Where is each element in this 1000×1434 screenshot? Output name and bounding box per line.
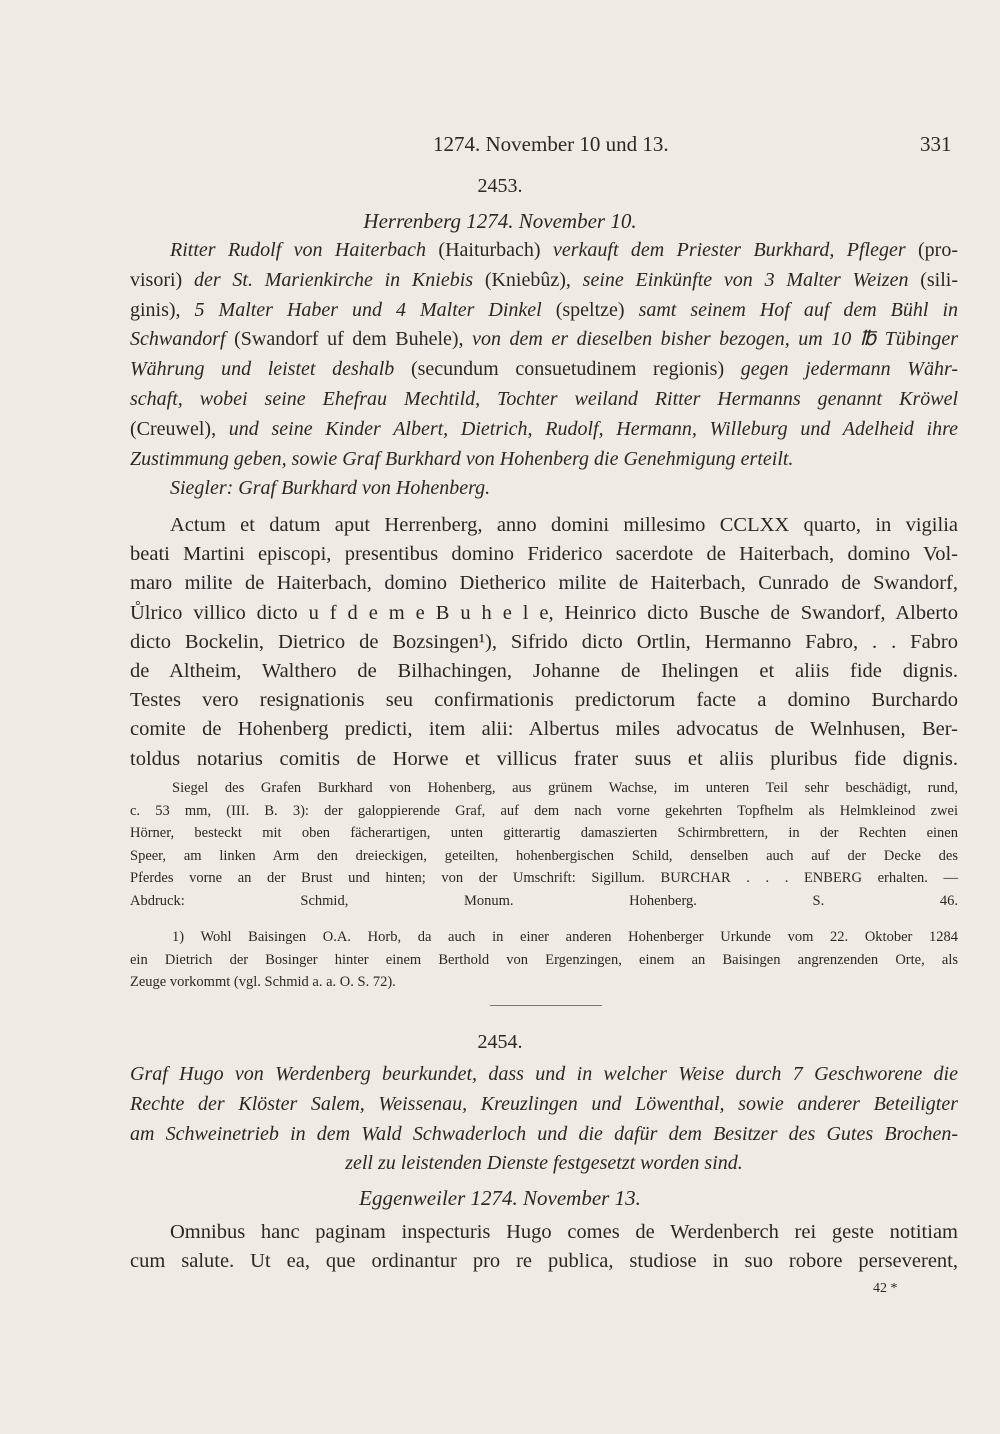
footnote-line: Zeuge vorkommt (vgl. Schmid a. a. O. S. 72). — [130, 974, 396, 990]
text-line: Ůlrico villico dicto u f d e m e B u h e l e, Heinrico dicto Busche de Swandorf, Alberto — [130, 601, 958, 624]
text-line: comite de Hohenberg predicti, item alii: Albertus miles advocatus de Welnhusen, Ber- — [130, 718, 958, 741]
note-line: Abdruck: Schmid, Monum. Hohenberg. S. 46. — [130, 892, 958, 909]
note-line: Hörner, besteckt mit oben fächerartigen, unten gitterartig damaszierten Schirmbrettern, in der Rechten einen — [130, 825, 958, 841]
regest-line: Rechte der Klöster Salem, Weissenau, Kreuzlingen und Löwenthal, sowie anderer Beteiligter — [130, 1092, 958, 1115]
seal-note — [130, 777, 958, 912]
footnote — [130, 926, 958, 994]
footnote-line: ein Dietrich der Bosinger hinter einem Berthold von Ergenzingen, einem an Baisingen angrenzenden Orte, als — [130, 951, 958, 968]
document-number: 2453. — [477, 175, 523, 197]
page-number: 331 — [920, 132, 952, 156]
section-divider — [490, 1005, 602, 1006]
regest-line: zell zu leistenden Dienste festgesetzt worden sind. — [345, 1152, 743, 1175]
note-line: Siegel des Grafen Burkhard von Hohenberg, aus grünem Wachse, im unteren Teil sehr beschädigt, rund, — [172, 780, 958, 796]
text-line: toldus notarius comitis de Horwe et villicus frater suus et aliis pluribus fide dignis. — [130, 747, 958, 770]
regest-line: Zustimmung geben, sowie Graf Burkhard von Hohenberg die Genehmigung erteilt. — [130, 447, 794, 470]
latin-text — [130, 1218, 958, 1276]
regest-line: Ritter Rudolf von Haiterbach (Haiturbach) verkauft dem Priester Burkhard, Pfleger (pro- — [170, 239, 958, 261]
text-line: dicto Bockelin, Dietrico de Bozsingen¹), Sifrido dicto Ortlin, Hermanno Fabro, . . Fabro — [130, 630, 958, 653]
regest-line: schaft, wobei seine Ehefrau Mechtild, Tochter weiland Ritter Hermanns genannt Kröwel — [130, 387, 958, 410]
document-dateline: Eggenweiler 1274. November 13. — [359, 1186, 641, 1210]
regest — [130, 236, 958, 504]
note-line: Speer, am linken Arm den dreieckigen, geteilten, hohenbergischen Schild, denselben auch auf der Decke des — [130, 847, 958, 864]
regest-line: ginis), 5 Malter Haber und 4 Malter Dinkel (speltze) samt seinem Hof auf dem Bühl in — [130, 298, 958, 321]
regest-line: Schwandorf (Swandorf uf dem Buhele), von dem er dieselben bisher bezogen, um 10 ℔ Tübinger — [130, 328, 959, 351]
regest-line: am Schweinetrieb in dem Wald Schwaderloch und die dafür dem Besitzer des Gutes Brochen- — [130, 1122, 958, 1145]
signature-mark: 42 * — [873, 1281, 898, 1296]
sealer-line: Siegler: Graf Burkhard von Hohenberg. — [170, 477, 491, 500]
text-line: de Altheim, Walthero de Bilhachingen, Johanne de Ihelingen et aliis fide dignis. — [130, 660, 958, 683]
text-line: beati Martini episcopi, presentibus domino Friderico sacerdote de Haiterbach, domino Vol- — [130, 543, 958, 566]
regest-line: visori) der St. Marienkirche in Kniebis (Kniebûz), seine Einkünfte von 3 Malter Weizen (sili- — [130, 268, 958, 291]
note-line: c. 53 mm, (III. B. 3): der galoppierende Graf, auf dem nach vorne gekehrten Topfhelm als Helmkleinod zwei — [130, 802, 958, 819]
text-line: cum salute. Ut ea, que ordinantur pro re publica, studiose in suo robore perseverent, — [130, 1250, 958, 1273]
regest-line: Graf Hugo von Werdenberg beurkundet, dass und in welcher Weise durch 7 Geschworene die — [130, 1063, 958, 1085]
document-number: 2454. — [477, 1031, 523, 1053]
regest — [130, 1060, 958, 1179]
running-header: 1274. November 10 und 13. — [433, 132, 669, 156]
text-line: Testes vero resignationis seu confirmationis predictorum facte a domino Burchardo — [130, 689, 958, 712]
regest-line: Währung und leistet deshalb (secundum consuetudinem regionis) gegen jedermann Währ- — [130, 358, 958, 381]
footnote-line: 1) Wohl Baisingen O.A. Horb, da auch in einer anderen Hohenberger Urkunde vom 22. Oktober 1284 — [172, 929, 958, 945]
document-dateline: Herrenberg 1274. November 10. — [363, 209, 637, 233]
text-line: Omnibus hanc paginam inspecturis Hugo comes de Werdenberch rei geste notitiam — [170, 1221, 958, 1243]
latin-text — [130, 511, 958, 774]
regest-line: (Creuwel), und seine Kinder Albert, Dietrich, Rudolf, Hermann, Willeburg und Adelheid ihre — [130, 417, 958, 440]
text-line: maro milite de Haiterbach, domino Dietherico milite de Haiterbach, Cunrado de Swandorf, — [130, 572, 958, 595]
note-line: Pferdes vorne an der Brust und hinten; von der Umschrift: Sigillum. BURCHAR . . . ENBERG erhalten. — — [130, 870, 958, 886]
text-line: Actum et datum aput Herrenberg, anno domini millesimo CCLXX quarto, in vigilia — [170, 514, 958, 536]
